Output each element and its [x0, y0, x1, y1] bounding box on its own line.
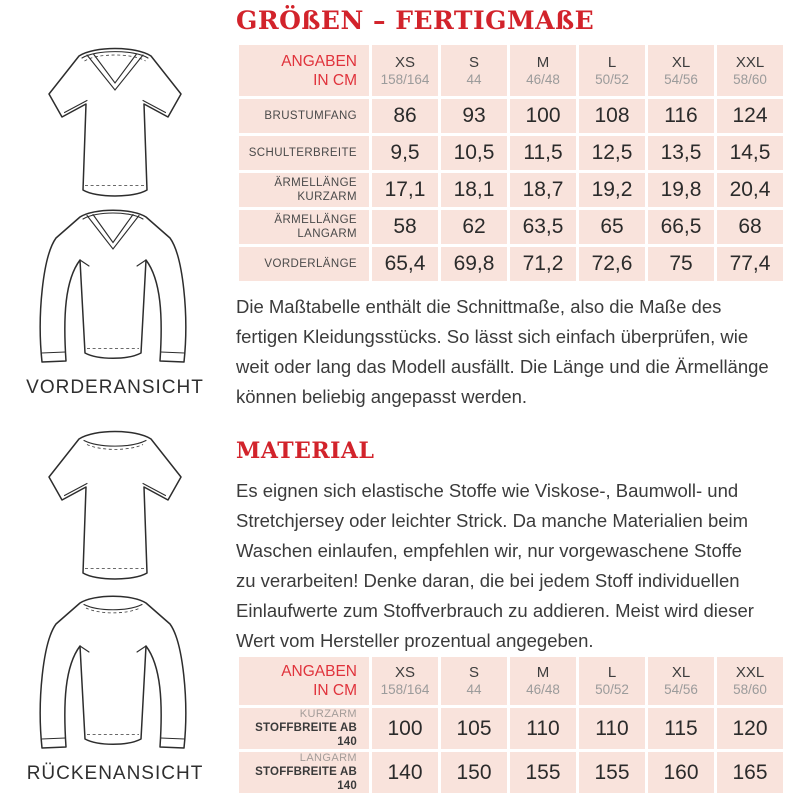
measurement-value: 93 — [441, 99, 507, 133]
measurement-value: 72,6 — [579, 247, 645, 281]
table-header-row — [239, 657, 783, 705]
table-row — [239, 708, 783, 749]
measurement-value: 110 — [579, 708, 645, 749]
measurement-value: 19,8 — [648, 173, 714, 207]
table-row — [239, 136, 783, 170]
measurement-value: 14,5 — [717, 136, 783, 170]
measurement-value: 66,5 — [648, 210, 714, 244]
size-column-header — [372, 657, 438, 705]
text-line: zu verarbeiten! Denke daran, die bei jedem Stoff individuellen — [236, 570, 740, 591]
size-range: 46/48 — [526, 682, 560, 697]
tshirt-front-short-sleeve-drawing — [40, 40, 190, 205]
table-row — [239, 99, 783, 133]
measurement-value: 65,4 — [372, 247, 438, 281]
size-name: M — [536, 53, 550, 71]
text-line: fertigen Kleidungsstücks. So lässt sich einfach überprüfen, wie — [236, 326, 749, 347]
measurement-value: 10,5 — [441, 136, 507, 170]
measurement-value: 105 — [441, 708, 507, 749]
size-column-header — [648, 45, 714, 96]
units-label-line: ANGABEN — [281, 663, 357, 680]
table-row — [239, 173, 783, 207]
measurement-value: 71,2 — [510, 247, 576, 281]
measurement-value: 9,5 — [372, 136, 438, 170]
size-range: 158/164 — [380, 682, 430, 697]
measurement-value: 12,5 — [579, 136, 645, 170]
back-view-label: RÜCKENANSICHT — [26, 763, 204, 784]
row-label-line: STOFFBREITE AB 140 — [255, 722, 357, 748]
row-label-line: LANGARM — [297, 228, 357, 240]
garment-drawings-column — [0, 0, 230, 800]
size-name: XS — [394, 53, 415, 71]
measurement-value: 160 — [648, 752, 714, 793]
measurement-value: 120 — [717, 708, 783, 749]
table-header-row — [239, 45, 783, 96]
table-units-label — [239, 657, 369, 705]
tshirt-back-short-sleeve-drawing — [40, 423, 190, 588]
measurement-value: 140 — [372, 752, 438, 793]
size-range: 58/60 — [733, 71, 767, 87]
measurement-value: 19,2 — [579, 173, 645, 207]
row-label-line: LANGARM — [299, 752, 357, 764]
units-label-line: IN CM — [313, 682, 357, 699]
measurement-value: 63,5 — [510, 210, 576, 244]
row-label — [239, 173, 369, 207]
size-range: 158/164 — [380, 71, 430, 87]
measurement-value: 65 — [579, 210, 645, 244]
size-range: 44 — [466, 71, 482, 87]
size-column-header — [510, 45, 576, 96]
measurement-value: 68 — [717, 210, 783, 244]
row-label-line: STOFFBREITE AB 140 — [255, 766, 357, 792]
size-range: 54/56 — [664, 682, 698, 697]
text-line: Es eignen sich elastische Stoffe wie Viskose-, Baumwoll- und — [236, 480, 739, 501]
sizes-table — [236, 42, 786, 284]
measurement-value: 115 — [648, 708, 714, 749]
size-column-header — [579, 45, 645, 96]
table-row — [239, 210, 783, 244]
size-column-header — [579, 657, 645, 705]
units-label-line: IN CM — [313, 71, 357, 89]
measurement-value: 124 — [717, 99, 783, 133]
row-label-line: SCHULTERBREITE — [248, 147, 357, 159]
units-label-line: ANGABEN — [281, 52, 357, 70]
row-label — [239, 708, 369, 749]
size-name: XXL — [735, 664, 765, 681]
measurement-value: 155 — [579, 752, 645, 793]
size-range: 50/52 — [595, 71, 629, 87]
text-line: Waschen einlaufen, empfehlen wir, nur vorgewaschene Stoffe — [236, 540, 742, 561]
measurement-value: 11,5 — [510, 136, 576, 170]
material-table — [236, 654, 786, 796]
sizes-section-title: GRÖßEN – FERTIGMAßE — [236, 6, 595, 35]
tshirt-back-long-sleeve-drawing — [32, 589, 194, 761]
row-label — [239, 210, 369, 244]
text-line: Wert vom Hersteller prozentual angegeben. — [236, 630, 594, 651]
size-range: 46/48 — [526, 71, 560, 87]
row-label — [239, 247, 369, 281]
row-label-line: VORDERLÄNGE — [264, 258, 357, 270]
table-row — [239, 247, 783, 281]
size-column-header — [510, 657, 576, 705]
size-name: XXL — [735, 53, 765, 71]
size-name: S — [468, 53, 479, 71]
measurement-value: 13,5 — [648, 136, 714, 170]
text-line: weit oder lang das Modell ausfällt. Die Länge und die Ärmellänge — [236, 356, 769, 377]
tshirt-back-long-sleeve-icon — [32, 589, 194, 761]
size-name: L — [607, 53, 617, 71]
content-column — [236, 0, 796, 800]
text-line: Die Maßtabelle enthält die Schnittmaße, also die Maße des — [236, 296, 722, 317]
measurement-value: 110 — [510, 708, 576, 749]
measurement-value: 165 — [717, 752, 783, 793]
measurement-value: 77,4 — [717, 247, 783, 281]
material-paragraph — [236, 476, 798, 656]
measurement-value: 100 — [372, 708, 438, 749]
row-label — [239, 99, 369, 133]
tshirt-front-long-sleeve-icon — [32, 203, 194, 375]
measurement-value: 18,7 — [510, 173, 576, 207]
size-name: S — [468, 664, 479, 681]
text-line: können beliebig angepasst werden. — [236, 386, 528, 407]
size-name: XL — [671, 664, 691, 681]
measurement-value: 18,1 — [441, 173, 507, 207]
size-column-header — [717, 45, 783, 96]
size-name: XL — [671, 53, 691, 71]
text-line: Stretchjersey oder leichter Strick. Da manche Materialien beim — [236, 510, 749, 531]
size-column-header — [441, 45, 507, 96]
size-column-header — [441, 657, 507, 705]
material-section-title: MATERIAL — [236, 438, 375, 464]
size-name: L — [607, 664, 617, 681]
table-units-label — [239, 45, 369, 96]
row-label-line: KURZARM — [299, 708, 357, 720]
measurement-value: 116 — [648, 99, 714, 133]
row-label-line: BRUSTUMFANG — [264, 110, 357, 122]
measurement-value: 150 — [441, 752, 507, 793]
table-row — [239, 752, 783, 793]
sizes-paragraph — [236, 292, 798, 412]
size-name: M — [536, 664, 550, 681]
measurement-value: 75 — [648, 247, 714, 281]
size-range: 54/56 — [664, 71, 698, 87]
row-label — [239, 136, 369, 170]
measurement-value: 108 — [579, 99, 645, 133]
tshirt-back-short-sleeve-icon — [40, 423, 190, 588]
size-column-header — [372, 45, 438, 96]
measurement-value: 58 — [372, 210, 438, 244]
size-range: 58/60 — [733, 682, 767, 697]
measurement-value: 100 — [510, 99, 576, 133]
row-label-line: KURZARM — [297, 191, 357, 203]
size-range: 50/52 — [595, 682, 629, 697]
measurement-value: 69,8 — [441, 247, 507, 281]
measurement-value: 155 — [510, 752, 576, 793]
front-view-label: VORDERANSICHT — [26, 377, 204, 398]
tshirt-front-short-sleeve-icon — [40, 40, 190, 205]
size-range: 44 — [466, 682, 482, 697]
measurement-value: 62 — [441, 210, 507, 244]
tshirt-front-long-sleeve-drawing — [32, 203, 194, 375]
row-label — [239, 752, 369, 793]
measurement-value: 20,4 — [717, 173, 783, 207]
measurement-value: 86 — [372, 99, 438, 133]
size-column-header — [648, 657, 714, 705]
row-label-line: ÄRMELLÄNGE — [274, 177, 357, 189]
size-name: XS — [394, 664, 415, 681]
measurement-value: 17,1 — [372, 173, 438, 207]
text-line: Einlaufwerte zum Stoffverbrauch zu addieren. Meist wird dieser — [236, 600, 754, 621]
size-column-header — [717, 657, 783, 705]
row-label-line: ÄRMELLÄNGE — [274, 214, 357, 226]
